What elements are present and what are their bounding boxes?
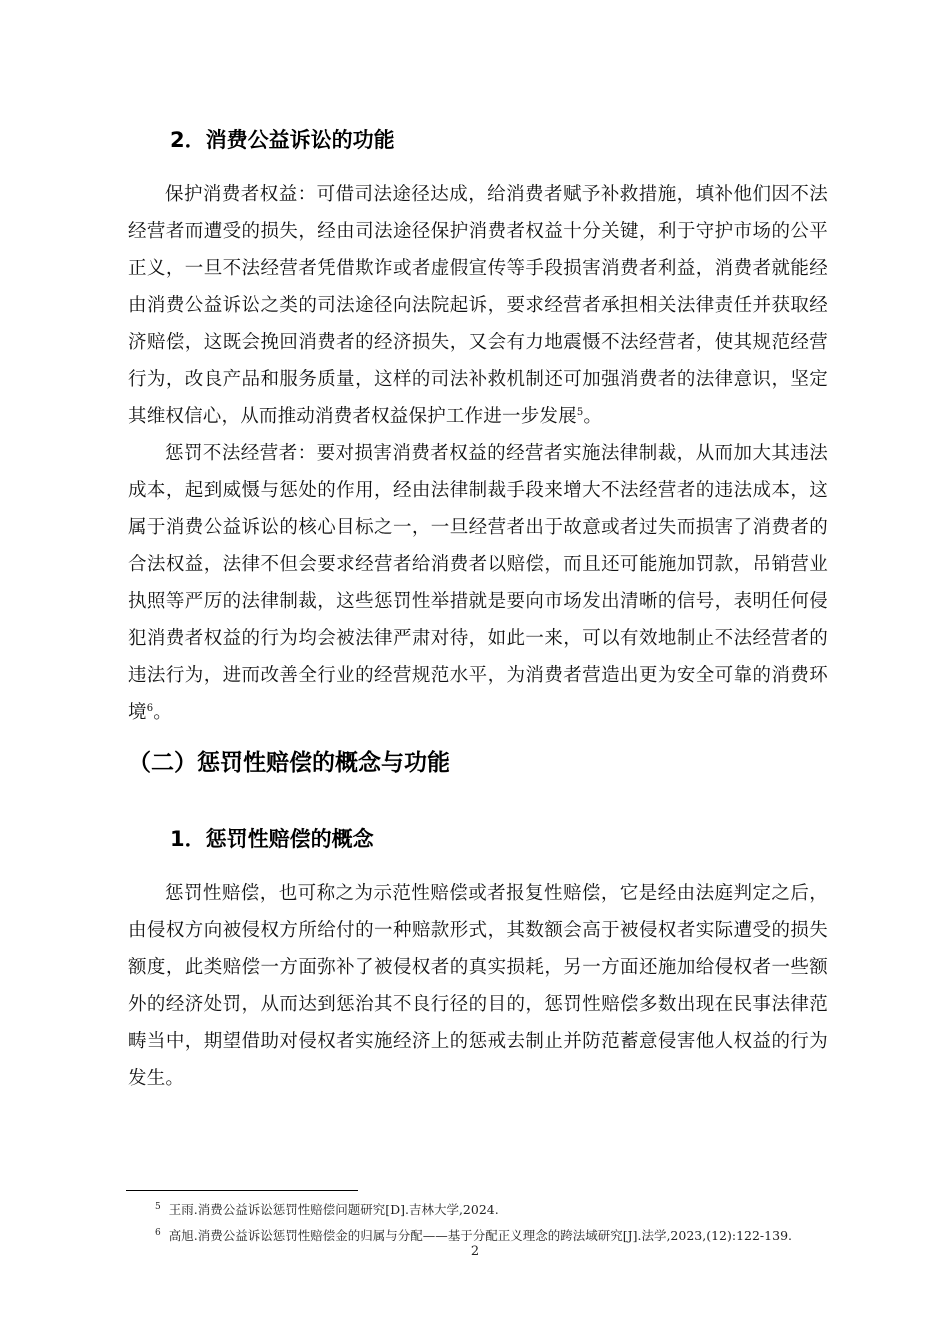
footnote-text: 王雨.消费公益诉讼惩罚性赔偿问题研究[D].吉林大学,2024. [168,1202,499,1217]
footnote-6 [155,1226,792,1244]
section-heading-punitive-damages: （二）惩罚性赔偿的概念与功能 [128,750,450,776]
page-number: 2 [470,1244,480,1259]
footnote-number: 5 [155,1201,161,1212]
footnote-number: 6 [155,1227,161,1238]
footnote-ref-6[interactable]: 6 [146,702,154,714]
footnote-ref-5[interactable]: 5 [576,406,584,418]
paragraph-punitive-damages-concept: 惩罚性赔偿，也可称之为示范性赔偿或者报复性赔偿，它是经由法庭判定之后，由侵权方向被侵权方所给付的一种赔款形式，其数额会高于被侵权者实际遭受的损失额度，此类赔偿一方面弥补了被侵权者的真实损耗，另一方面还施加给侵权者一些额外的经济处罚，从而达到惩治其不良行径的目的，惩罚性赔偿多数出现在民事法律范畴当中，期望借助对侵权者实施经济上的惩戒去制止并防范蓄意侵害他人权益的行为发生。 [128,883,828,1089]
footnote-divider [126,1190,358,1191]
section-heading-consumer-litigation-functions: 2．消费公益诉讼的功能 [170,128,395,152]
section-heading-punitive-damages-concept: 1．惩罚性赔偿的概念 [170,827,374,851]
paragraph-end: 。 [153,702,172,723]
paragraph-end: 。 [583,406,603,427]
footnote-5 [155,1200,499,1218]
footnote-text: 高旭.消费公益诉讼惩罚性赔偿金的归属与分配——基于分配正义理念的跨法域研究[J].法学,2023,(12):122-139. [168,1228,792,1243]
paragraph-protect-consumer-rights [128,176,828,435]
paragraph-text: 保护消费者权益：可借司法途径达成，给消费者赋予补救措施，填补他们因不法经营者而遭受的损失，经由司法途径保护消费者权益十分关键，利于守护市场的公平正义，一旦不法经营者凭借欺诈或者虚假宣传等手段损害消费者利益，消费者就能经由消费公益诉讼之类的司法途径向法院起诉，要求经营者承担相关法律责任并获取经济赔偿，这既会挽回消费者的经济损失，又会有力地震慑不法经营者，使其规范经营行为，改良产品和服务质量，这样的司法补救机制还可加强消费者的法律意识，坚定其维权信心，从而推动消费者权益保护工作进一步发展 [128,184,828,427]
paragraph-text: 惩罚不法经营者：要对损害消费者权益的经营者实施法律制裁，从而加大其违法成本，起到威慑与惩处的作用，经由法律制裁手段来增大不法经营者的违法成本，这属于消费公益诉讼的核心目标之一，一旦经营者出于故意或者过失而损害了消费者的合法权益，法律不但会要求经营者给消费者以赔偿，而且还可能施加罚款，吊销营业执照等严厉的法律制裁，这些惩罚性举措就是要向市场发出清晰的信号，表明任何侵犯消费者权益的行为均会被法律严肃对待，如此一来，可以有效地制止不法经营者的违法行为，进而改善全行业的经营规范水平，为消费者营造出更为安全可靠的消费环境 [128,443,828,723]
paragraph-punish-illegal-operators [128,435,828,731]
